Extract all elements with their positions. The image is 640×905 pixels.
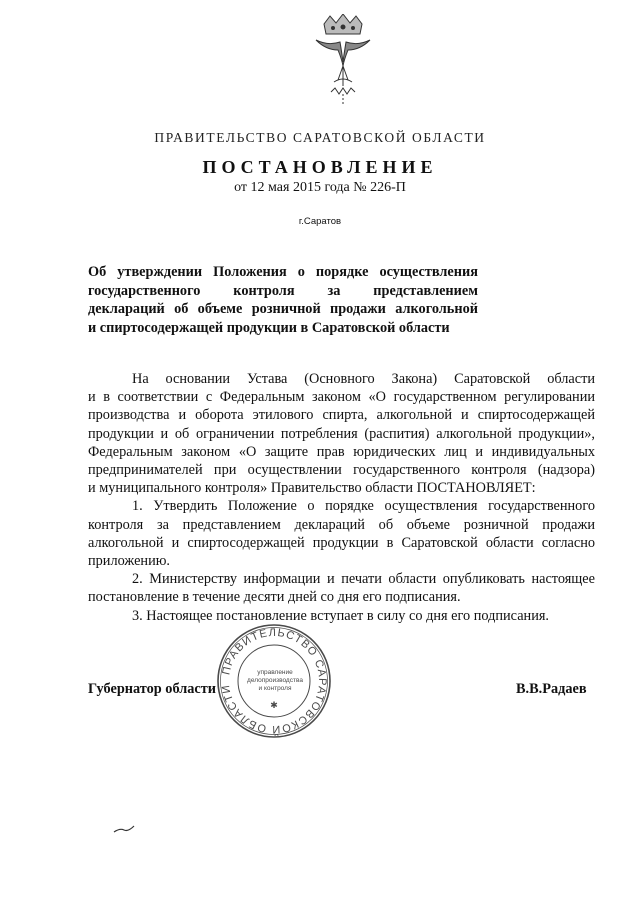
city-name: г.Саратов <box>298 216 342 227</box>
body-line: 2. Министерству информации и печати области опубликовать настоящее <box>132 571 595 588</box>
seal-ring-text: ПРАВИТЕЛЬСТВО САРАТОВСКОЙ ОБЛАСТИ <box>219 626 329 736</box>
body-line: и в соответствии с Федеральным законом «О государственном регулировании <box>88 389 595 406</box>
document-type: ПОСТАНОВЛЕНИЕ <box>202 157 438 177</box>
body-line: Федеральным законом «О защите прав юридических лиц и индивидуальных <box>88 443 595 460</box>
coat-of-arms-emblem-icon <box>308 14 378 110</box>
seal-center-line: и контроля <box>258 685 292 692</box>
subject-line: государственного контроля за представлением <box>88 282 478 299</box>
subject-line: деклараций об объеме розничной продажи алкогольной <box>88 301 478 317</box>
decree-body <box>88 370 595 625</box>
decree-subject <box>88 263 478 337</box>
government-name: ПРАВИТЕЛЬСТВО САРАТОВСКОЙ ОБЛАСТИ <box>154 130 486 145</box>
subject-line: и спиртосодержащей продукции в Саратовской области <box>88 319 450 336</box>
seal-center-line: управление <box>257 669 293 676</box>
subject-line: Об утверждении Положения о порядке осуществления <box>88 264 478 280</box>
body-line: постановление в течение десяти дней со дня его подписания. <box>88 589 461 606</box>
signatory-name: В.В.Радаев <box>516 681 587 697</box>
body-line: На основании Устава (Основного Закона) Саратовской области <box>132 371 595 387</box>
body-line: и муниципального контроля» Правительство области ПОСТАНОВЛЯЕТ: <box>88 480 536 497</box>
decree-date-number: от 12 мая 2015 года № 226-П <box>234 180 406 195</box>
official-seal-stamp-icon <box>215 622 333 740</box>
body-line: производства и оборота этилового спирта, алкогольной и спиртосодержащей <box>88 407 595 424</box>
body-line: приложению. <box>88 553 170 570</box>
body-line: 1. Утвердить Положение о порядке осуществления государственного <box>132 498 595 515</box>
svg-text:✱: ✱ <box>270 700 278 710</box>
body-line: 3. Настоящее постановление вступает в силу со дня его подписания. <box>132 607 549 624</box>
body-line: предпринимателей при осуществлении государственного контроля (надзора) <box>88 462 595 479</box>
seal-center-line: делопроизводства <box>247 677 303 684</box>
body-line: алкогольной и спиртосодержащей продукции в Саратовской области согласно <box>88 534 595 551</box>
pen-mark <box>112 822 136 836</box>
signatory-title: Губернатор области <box>88 681 217 697</box>
body-line: контроля за представлением деклараций об объеме розничной продажи <box>88 516 595 533</box>
body-line: продукции и об ограничении потребления (распития) алкогольной продукции», <box>88 425 595 442</box>
